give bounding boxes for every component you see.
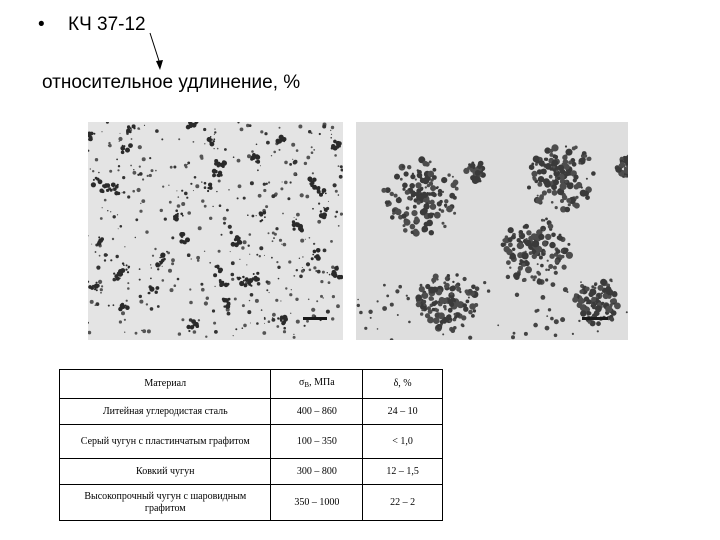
micrograph-coarse-graphite-image [356,122,628,340]
cell-material: Литейная углеродистая сталь [60,399,271,425]
bullet-dot: • [38,14,45,35]
table-row [60,399,443,425]
table-row [60,425,443,459]
sigma-subscript: В [304,381,310,389]
header-strength [271,370,363,399]
micrograph-fine-graphite-image [88,122,343,340]
cell-material: Ковкий чугун [60,459,271,485]
cell-elongation: 12 – 1,5 [363,459,443,485]
cell-elongation: < 1,0 [363,425,443,459]
subtitle: относительное удлинение, % [42,72,301,93]
properties-table [59,369,443,521]
cell-strength: 350 – 1000 [271,485,363,521]
cell-strength: 400 – 860 [271,399,363,425]
cell-material: Высокопрочный чугун с шаровидным графитом [60,485,271,521]
cell-elongation: 24 – 10 [363,399,443,425]
sigma-unit: , МПа [309,377,335,388]
cell-strength: 100 – 350 [271,425,363,459]
header-elongation: δ, % [363,370,443,399]
cell-elongation: 22 – 2 [363,485,443,521]
table-header-row [60,370,443,399]
cell-material: Серый чугун с пластинчатым графитом [60,425,271,459]
header-material: Материал [60,370,271,399]
cell-strength: 300 – 800 [271,459,363,485]
table-row [60,485,443,521]
table-row [60,459,443,485]
sigma-symbol: σ [299,377,305,388]
grade-label: КЧ 37-12 [68,14,146,35]
